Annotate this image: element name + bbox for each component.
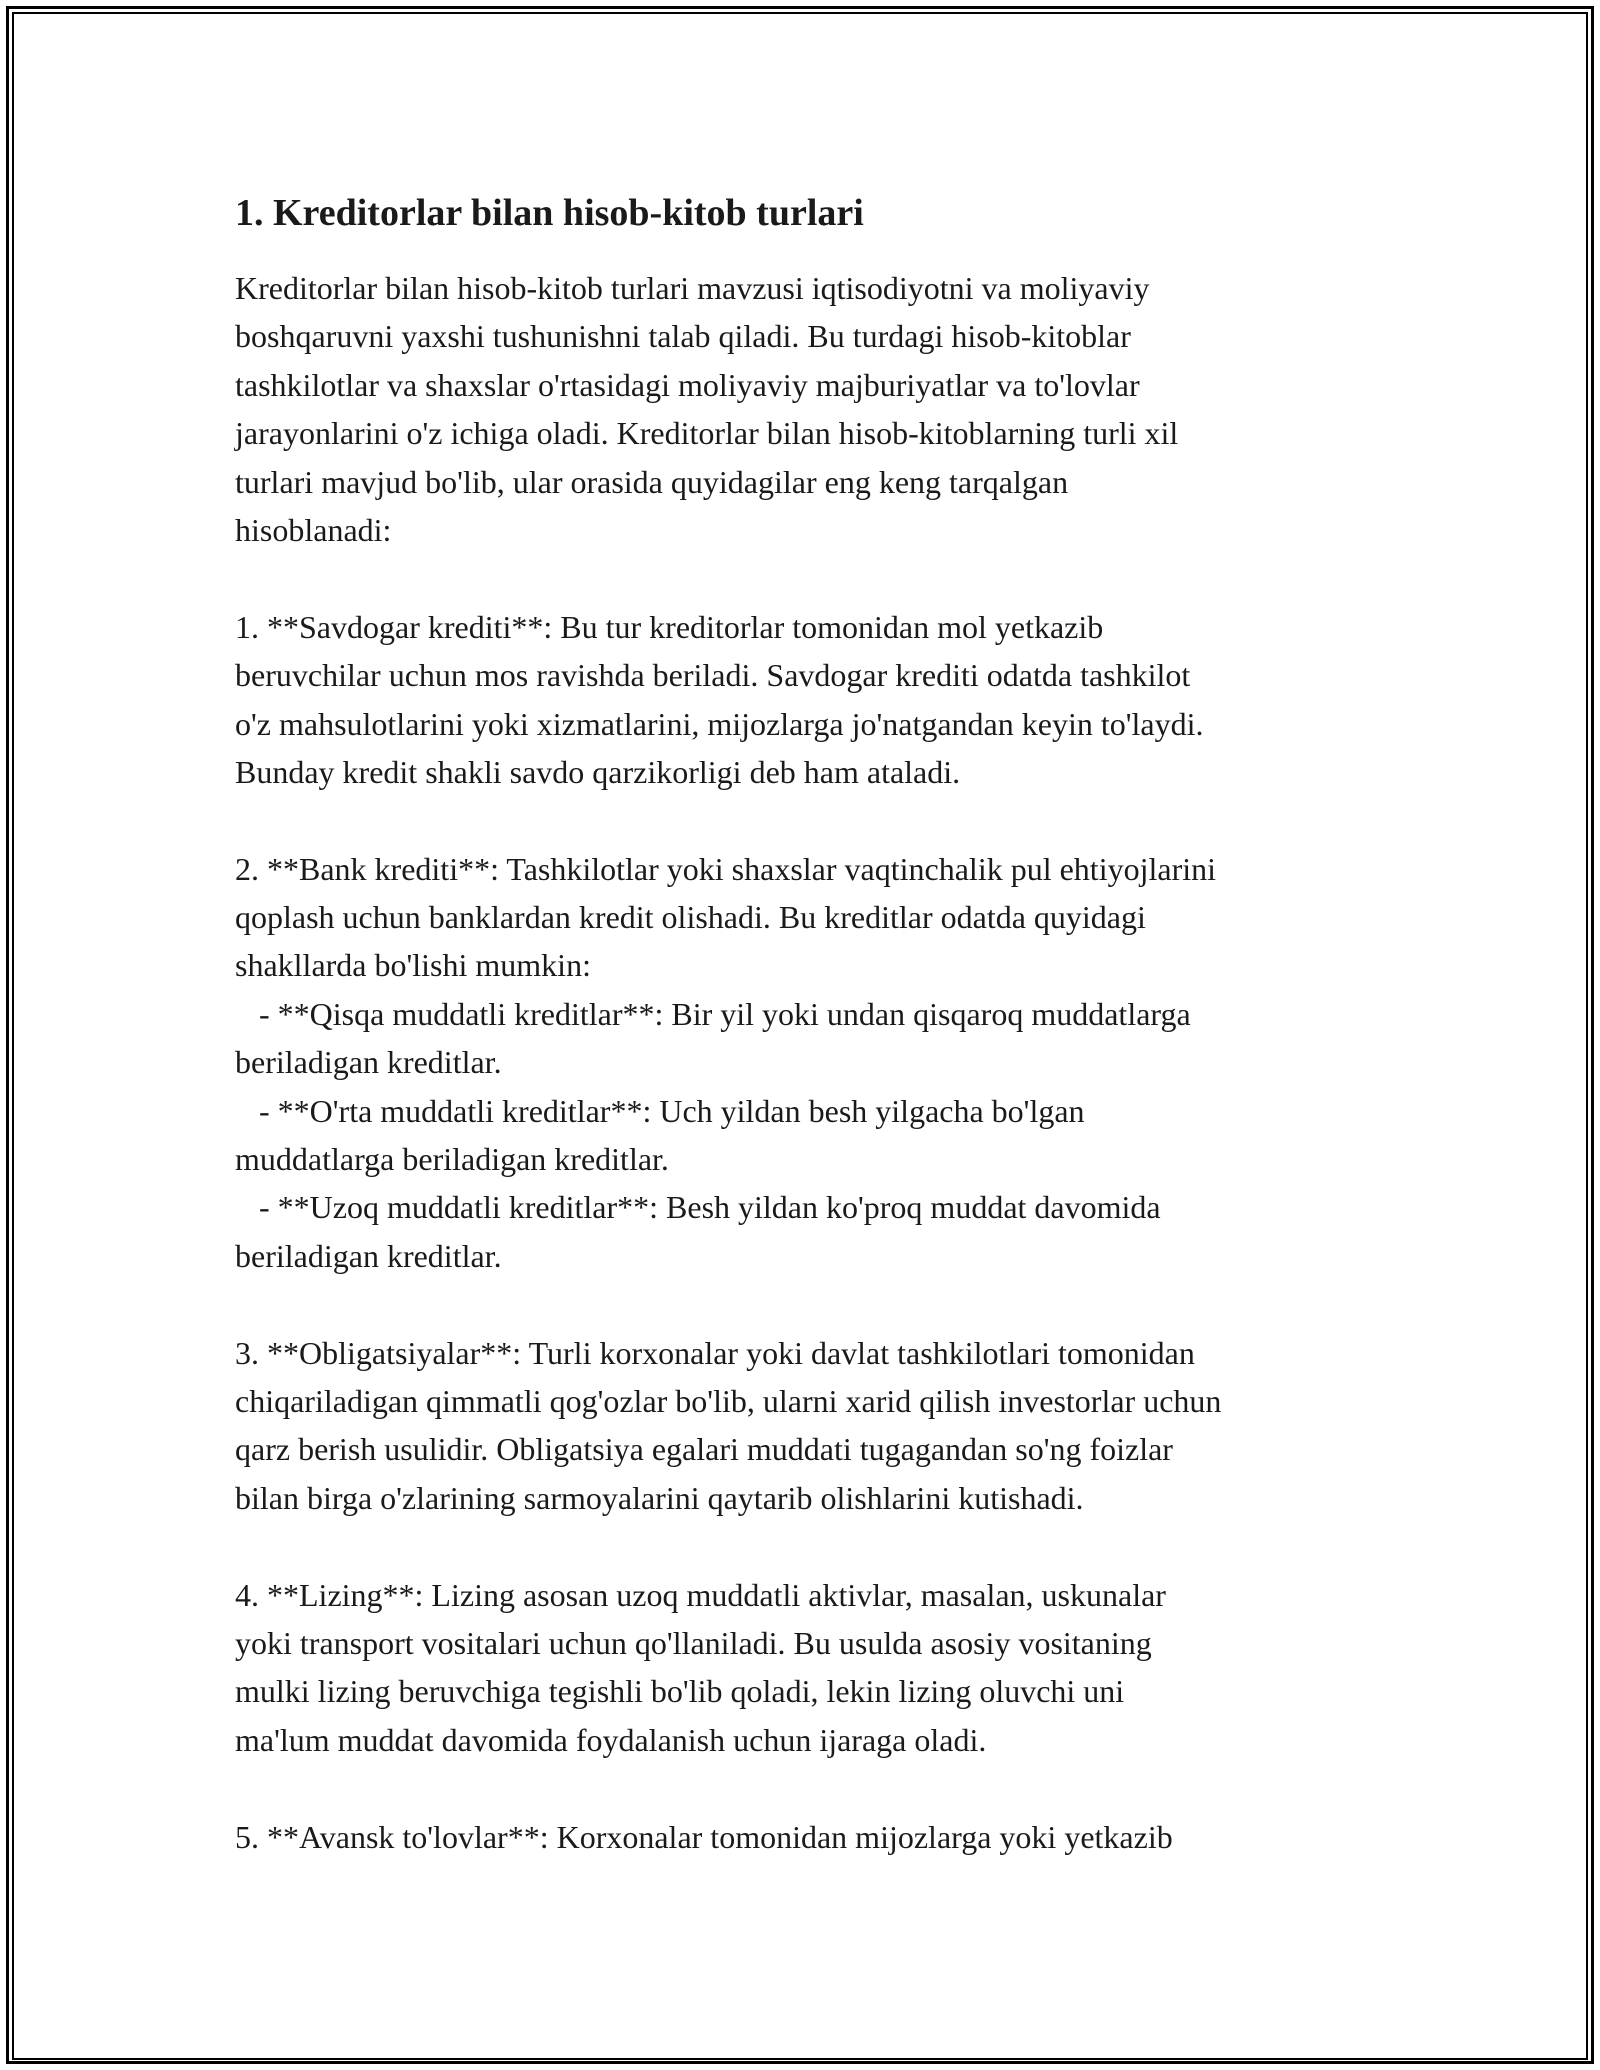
text-line: mulki lizing beruvchiga tegishli bo'lib qoladi, lekin lizing oluvchi uni [235, 1673, 1125, 1710]
text-line: o'z mahsulotlarini yoki xizmatlarini, mijozlarga jo'natgandan keyin to'laydi. [235, 705, 1204, 742]
list-item-lizing [235, 1571, 1395, 1765]
text-line: jarayonlarini o'z ichiga oladi. Kreditorlar bilan hisob-kitoblarning turli xil [235, 415, 1179, 452]
sub-list-item: - **O'rta muddatli kreditlar**: Uch yildan besh yilgacha bo'lgan [235, 1092, 1085, 1129]
text-line: hisoblanadi: [235, 511, 392, 548]
text-line: Kreditorlar bilan hisob-kitob turlari mavzusi iqtisodiyotni va moliyaviy [235, 270, 1150, 306]
text-line: 4. **Lizing**: Lizing asosan uzoq muddatli aktivlar, masalan, uskunalar [235, 1576, 1166, 1613]
intro-paragraph [235, 264, 1395, 554]
text-line: ma'lum muddat davomida foydalanish uchun ijaraga oladi. [235, 1721, 987, 1758]
text-line: qoplash uchun banklardan kredit olishadi. Bu kreditlar odatda quyidagi [235, 899, 1146, 936]
text-line: 1. **Savdogar krediti**: Bu tur kreditorlar tomonidan mol yetkazib [235, 608, 1104, 645]
text-line: beriladigan kreditlar. [235, 1237, 502, 1274]
text-line: bilan birga o'zlarining sarmoyalarini qaytarib olishlarini kutishadi. [235, 1479, 1084, 1516]
text-line: shakllarda bo'lishi mumkin: [235, 947, 591, 984]
paragraph-gap [235, 554, 1395, 602]
paragraph-gap [235, 796, 1395, 844]
text-line: turlari mavjud bo'lib, ular orasida quyidagilar eng keng tarqalgan [235, 463, 1069, 500]
sub-list-item: - **Qisqa muddatli kreditlar**: Bir yil yoki undan qisqaroq muddatlarga [235, 995, 1191, 1032]
text-line: beruvchilar uchun mos ravishda beriladi. Savdogar krediti odatda tashkilot [235, 657, 1191, 694]
sub-list-item: - **Uzoq muddatli kreditlar**: Besh yildan ko'proq muddat davomida [235, 1189, 1161, 1226]
text-line: beriladigan kreditlar. [235, 1044, 502, 1081]
section-heading: 1. Kreditorlar bilan hisob-kitob turlari [235, 192, 864, 234]
paragraph-gap [235, 1280, 1395, 1328]
text-line: boshqaruvni yaxshi tushunishni talab qiladi. Bu turdagi hisob-kitoblar [235, 318, 1131, 355]
list-item-savdogar-krediti [235, 603, 1395, 797]
text-line: qarz berish usulidir. Obligatsiya egalari muddati tugagandan so'ng foizlar [235, 1431, 1173, 1468]
text-line: tashkilotlar va shaxslar o'rtasidagi moliyaviy majburiyatlar va to'lovlar [235, 366, 1140, 403]
text-line: muddatlarga beriladigan kreditlar. [235, 1141, 669, 1178]
list-item-bank-krediti [235, 845, 1395, 1281]
paragraph-gap [235, 1764, 1395, 1812]
text-line: 3. **Obligatsiyalar**: Turli korxonalar yoki davlat tashkilotlari tomonidan [235, 1334, 1195, 1371]
list-item-avansk-tolovlar [235, 1813, 1395, 1861]
text-line: Bunday kredit shakli savdo qarzikorligi deb ham ataladi. [235, 753, 961, 790]
text-line: yoki transport vositalari uchun qo'llaniladi. Bu usulda asosiy vositaning [235, 1624, 1152, 1661]
paragraph-gap [235, 1522, 1395, 1570]
document-body [235, 184, 1395, 1861]
list-item-obligatsiyalar [235, 1329, 1395, 1523]
text-line: 2. **Bank krediti**: Tashkilotlar yoki shaxslar vaqtinchalik pul ehtiyojlarini [235, 850, 1216, 887]
text-line: 5. **Avansk to'lovlar**: Korxonalar tomonidan mijozlarga yoki yetkazib [235, 1818, 1173, 1855]
text-line: chiqariladigan qimmatli qog'ozlar bo'lib, ularni xarid qilish investorlar uchun [235, 1382, 1222, 1419]
